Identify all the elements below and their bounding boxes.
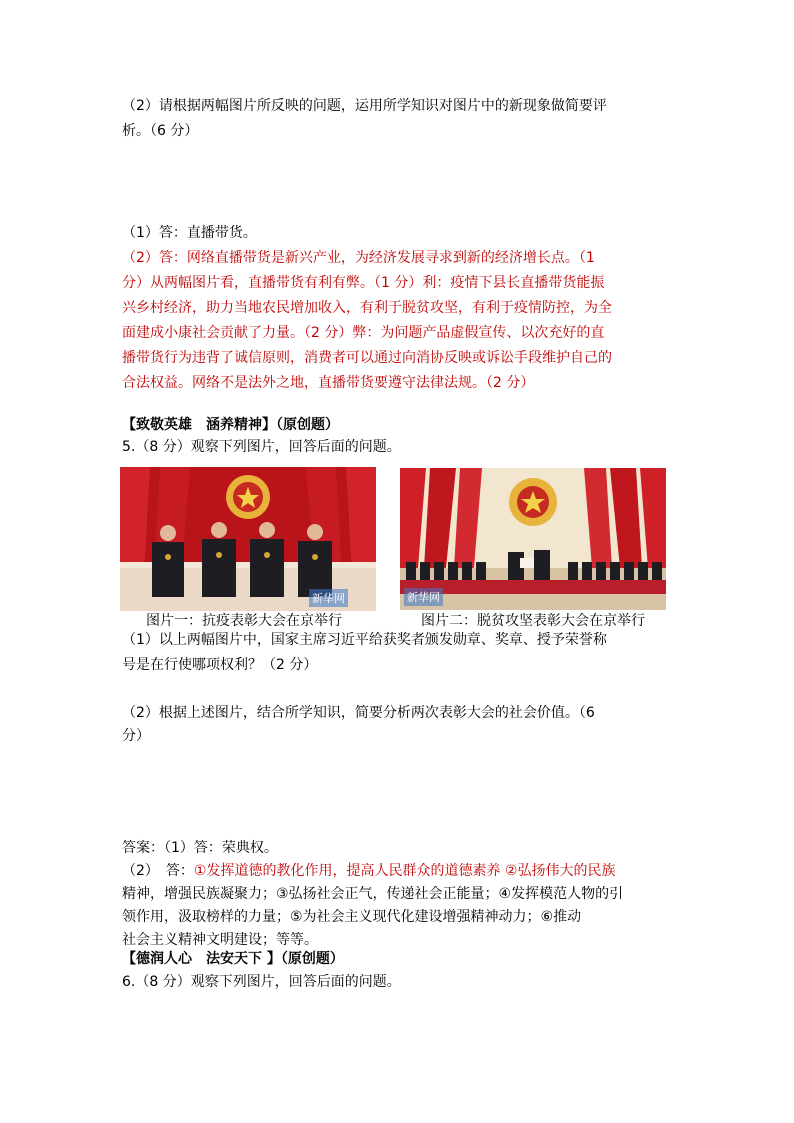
q6-section-title: 【德润人心 法安天下 】（原创题） — [122, 951, 344, 967]
q5-answer2-line: 社会主义精神文明建设；等等。 — [122, 932, 318, 948]
q5-answer1: 答案：（1）答：荣典权。 — [122, 840, 278, 856]
photo-poverty-alleviation-ceremony — [400, 468, 666, 610]
q5-answer2-line: 精神，增强民族凝聚力；③弘扬社会正气，传递社会正能量；④发挥模范人物的引 — [122, 886, 624, 902]
q5-answer2-line1 — [122, 861, 615, 881]
photo1-watermark: 新华网 — [309, 589, 348, 607]
q4-answer2-line: 面建成小康社会贡献了力量。（2 分）弊：为问题产品虚假宣传、以次充好的直 — [122, 325, 605, 341]
q4-sub2-line1: （2）请根据两幅图片所反映的问题，运用所学知识对图片中的新现象做简要评 — [122, 98, 607, 114]
q5-sub1-line1: （1）以上两幅图片中，国家主席习近平给获奖者颁发勋章、奖章、授予荣誉称 — [122, 632, 607, 648]
q4-answer2-line: 分）从两幅图片看，直播带货有利有弊。（1 分）利：疫情下县长直播带货能振 — [122, 275, 605, 291]
q5-sub2-line2: 分） — [122, 728, 150, 744]
q5-sub1-line2: 号是在行使哪项权利？（2 分） — [122, 657, 318, 673]
photo1-caption: 图片一：抗疫表彰大会在京举行 — [146, 613, 342, 629]
q5-answer2-line: 领作用，汲取榜样的力量；⑤为社会主义现代化建设增强精神动力；⑥推动 — [122, 909, 582, 925]
q4-sub2-line2: 析。（6 分） — [122, 123, 199, 139]
photo2-watermark: 新华网 — [404, 588, 443, 606]
photo-anti-epidemic-ceremony — [120, 467, 376, 611]
q5-section-title: 【致敬英雄 涵养精神】（原创题） — [122, 417, 339, 433]
q4-answer2-line: （2）答：网络直播带货是新兴产业，为经济发展寻求到新的经济增长点。（1 — [122, 250, 595, 266]
q5-answer2-red: ①发挥道德的教化作用，提高人民群众的道德素养 ②弘扬伟大的民族 — [193, 863, 616, 879]
q4-answer2-line: 合法权益。网络不是法外之地，直播带货要遵守法律法规。（2 分） — [122, 375, 535, 391]
q5-answer2-prefix: （2） 答： — [122, 863, 194, 879]
q6-intro: 6.（8 分）观察下列图片，回答后面的问题。 — [122, 974, 401, 990]
q5-intro: 5.（8 分）观察下列图片，回答后面的问题。 — [122, 439, 401, 455]
q5-sub2-line1: （2）根据上述图片，结合所学知识，简要分析两次表彰大会的社会价值。（6 — [122, 705, 595, 721]
q4-answer1: （1）答：直播带货。 — [122, 225, 257, 241]
q4-answer2-line: 兴乡村经济，助力当地农民增加收入，有利于脱贫攻坚，有利于疫情防控，为全 — [122, 300, 612, 316]
q4-answer2-line: 播带货行为违背了诚信原则，消费者可以通过向消协反映或诉讼手段维护自己的 — [122, 350, 612, 366]
photo2-caption: 图片二：脱贫攻坚表彰大会在京举行 — [421, 613, 645, 629]
